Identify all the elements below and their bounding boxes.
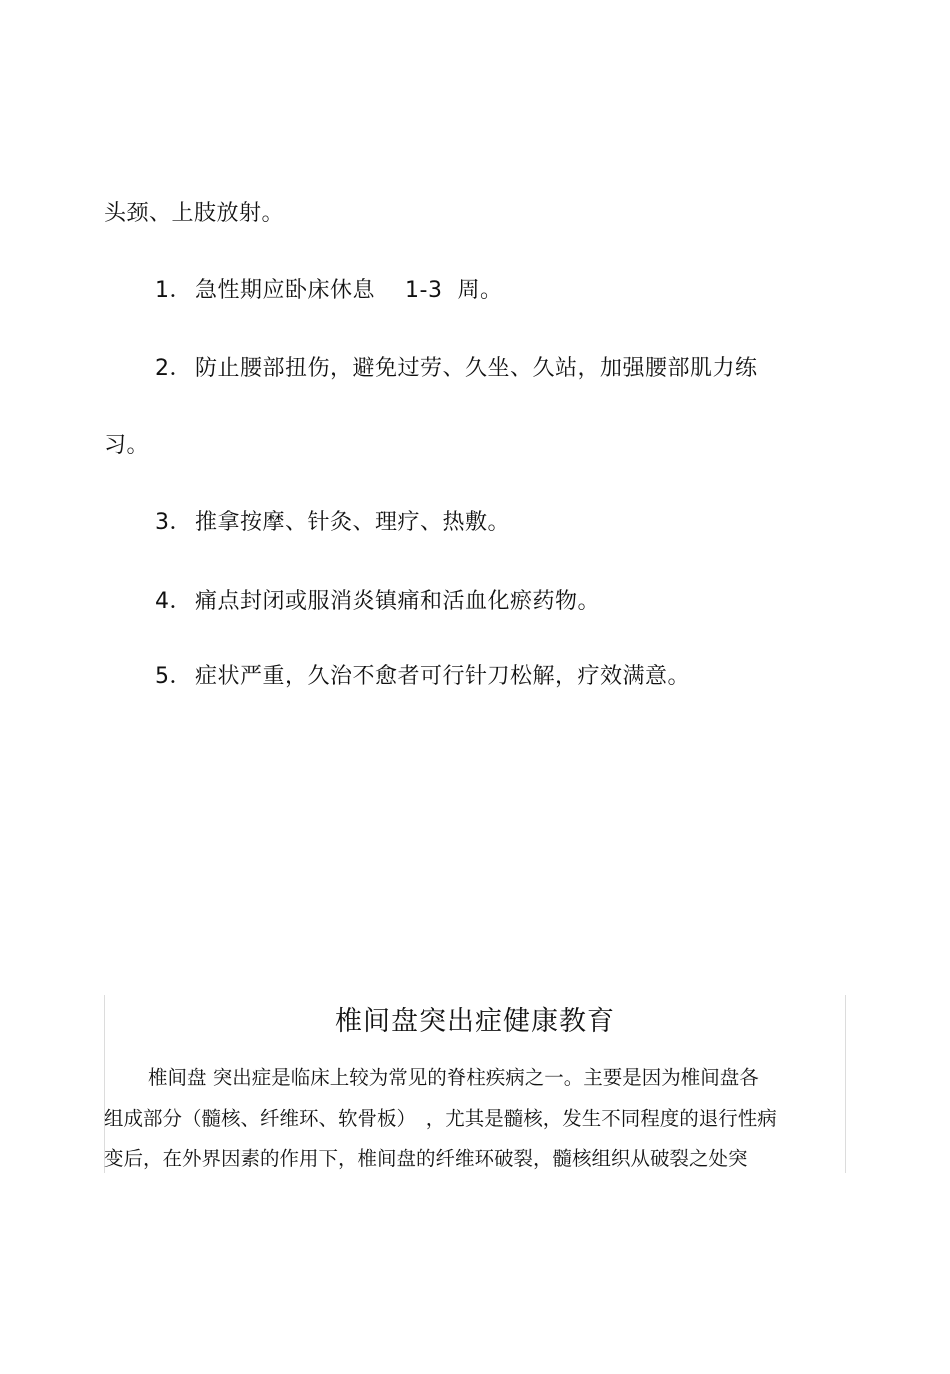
- list-item-text: 防止腰部扭伤，避免过劳、久坐、久站，加强腰部肌力练: [195, 356, 758, 381]
- paragraph-line-3: 变后，在外界因素的作用下，椎间盘的纤维环破裂，髓核组织从破裂之处突: [104, 1147, 748, 1170]
- list-item-text: 推拿按摩、针灸、理疗、热敷。: [195, 510, 511, 535]
- list-item-text: 症状严重，久治不愈者可行针刀松解，疗效满意。: [195, 664, 691, 689]
- list-item-2: [155, 354, 758, 384]
- list-item-number: 5．: [155, 664, 192, 689]
- list-item-duration: 1-3: [405, 278, 443, 303]
- list-item-text: 急性期应卧床休息: [195, 278, 376, 303]
- list-item-number: 1．: [155, 278, 192, 303]
- list-item-number: 4．: [155, 589, 192, 614]
- list-item-5: [155, 662, 690, 692]
- list-item-number: 2．: [155, 356, 192, 381]
- list-item-1: [155, 276, 502, 306]
- list-item-3: [155, 508, 510, 538]
- paragraph-line-2: 组成部分（髓核、纤维环、软骨板） ，尤其是髓核，发生不同程度的退行性病: [104, 1107, 777, 1130]
- list-item-number: 3．: [155, 510, 192, 535]
- list-item-2-wrap: 习。: [104, 433, 150, 458]
- section-title: 椎间盘突出症健康教育: [335, 1006, 615, 1037]
- list-item-text-end: 周。: [457, 278, 503, 303]
- continuation-line: 头颈、上肢放射。: [104, 201, 285, 226]
- paragraph-line-1: 椎间盘 突出症是临床上较为常见的脊柱疾病之一。主要是因为椎间盘各: [148, 1066, 759, 1089]
- list-item-text: 痛点封闭或服消炎镇痛和活血化瘀药物。: [195, 589, 601, 614]
- list-item-4: [155, 587, 600, 617]
